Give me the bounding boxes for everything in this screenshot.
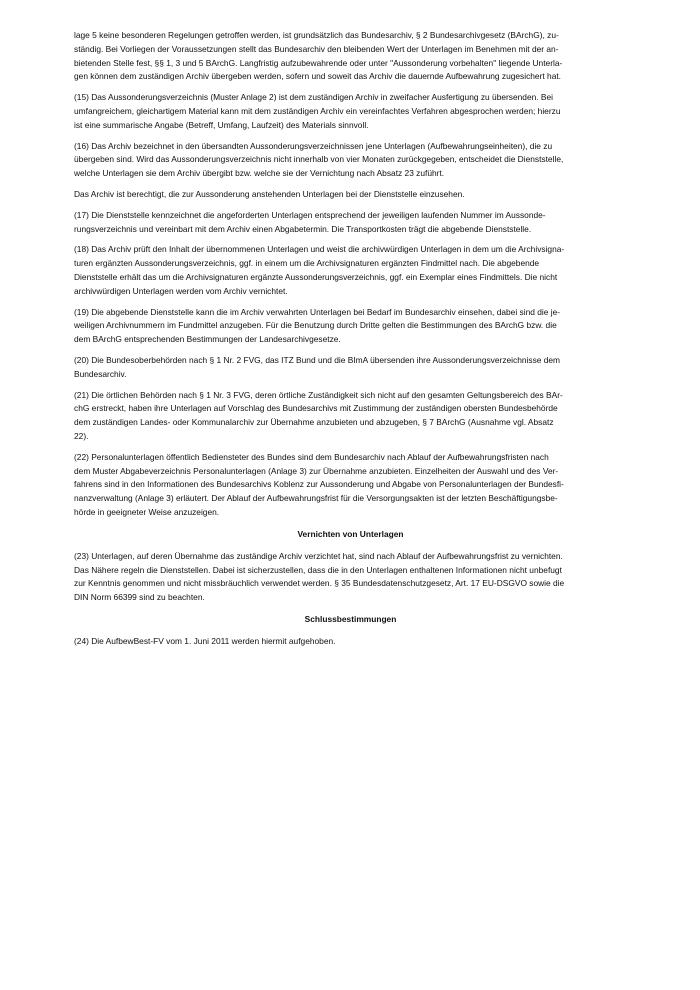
text-line: übergeben sind. Wird das Aussonderungsverzeichnis nicht innerhalb von vier Monaten zurückgegeben, entscheidet die Dienststelle,: [74, 154, 564, 165]
text-line: chG erstreckt, haben ihre Unterlagen auf Vorschlag des Bundesarchivs mit Zustimmung der zuständigen obersten Bundesbehörde: [74, 403, 558, 414]
text-line: Das Nähere regeln die Dienststellen. Dabei ist sicherzustellen, dass die in den Unterlagen enthaltenen Informationen nicht unbefugt: [74, 564, 562, 575]
text-line: lage 5 keine besonderen Regelungen getroffen werden, ist grundsätzlich das Bundesarchiv, § 2 Bundesarchivgesetz (BArchG), zu-: [74, 30, 559, 40]
text-line: bietenden Stelle fest, §§ 1, 3 und 5 BArchG. Langfristig aufzubewahrende oder unter "Aussonderung vorbehalten" liegende Unterla-: [74, 57, 563, 68]
text-line: hörde in geeigneter Weise anzuzeigen.: [74, 506, 220, 517]
text-line: zur Kenntnis genommen und nicht missbräuchlich verwendet werden. § 35 Bundesdatenschutzgesetz, Art. 17 EU-DSGVO sowie die: [74, 578, 565, 589]
text-line: ständig. Bei Vorliegen der Voraussetzungen stellt das Bundesarchiv den bleibenden Wert der Unterlagen im Benehmen mit der an-: [74, 43, 559, 54]
paragraph: [74, 389, 627, 444]
text-line: umfangreichem, gleichartigem Material kann mit dem zuständigen Archiv ein vereinfachtes Verfahren abgesprochen werden; hierzu: [74, 105, 561, 116]
text-line: dem BArchG entsprechenden Bestimmungen der Landesarchivgesetze.: [74, 334, 341, 345]
text-line: (15) Das Aussonderungsverzeichnis (Muster Anlage 2) ist dem zuständigen Archiv in zweifacher Ausfertigung zu übersenden. Bei: [74, 92, 554, 103]
text-line: fahrens sind in den Informationen des Bundesarchivs Koblenz zur Aussonderung und Abgabe von Personalunterlagen der Bundesfi-: [74, 479, 564, 490]
paragraph: [74, 550, 627, 605]
text-line: archivwürdigen Unterlagen werden vom Archiv vernichtet.: [74, 285, 288, 296]
paragraph: [74, 451, 627, 520]
text-line: turen ergänzten Aussonderungsverzeichnis, ggf. in einem um die Archivsignaturen ergänzten Findmittel nach. Die abgebende: [74, 258, 540, 269]
paragraph: [74, 243, 627, 298]
text-line: Dienststelle erhält das um die Archivsignaturen ergänzte Aussonderungsverzeichnis, ggf. ein Exemplar eines Findmittels. Die nicht: [74, 271, 558, 282]
heading-destroy-records: Vernichten von Unterlagen: [297, 528, 404, 539]
text-line: dem zuständigen Landes- oder Kommunalarchiv zur Übernahme anzubieten und abzugeben, § 7 BArchG (Ausnahme vgl. Absatz: [74, 417, 554, 428]
paragraph: [74, 91, 627, 132]
text-line: ist eine summarische Angabe (Betreff, Umfang, Laufzeit) des Materials sinnvoll.: [74, 119, 369, 130]
paragraph: [74, 354, 627, 382]
heading-final-provisions: Schlussbestimmungen: [304, 613, 397, 624]
text-line: (20) Die Bundesoberbehörden nach § 1 Nr. 2 FVG, das ITZ Bund und die BImA übersenden ihre Aussonderungsverzeichnisse dem: [74, 354, 561, 365]
section-archive-rules: [74, 29, 627, 520]
paragraph: [74, 188, 627, 202]
text-line: (17) Die Dienststelle kennzeichnet die angeforderten Unterlagen entsprechend der jeweiligen laufenden Nummer im Aussonde-: [74, 209, 546, 220]
text-line: Das Archiv ist berechtigt, die zur Aussonderung anstehenden Unterlagen bei der Dienststelle einzusehen.: [74, 188, 465, 199]
text-line: (16) Das Archiv bezeichnet in den übersandten Aussonderungsverzeichnissen jene Unterlagen (Aufbewahrungseinheiten), die zu: [74, 140, 553, 151]
text-line: (23) Unterlagen, auf deren Übernahme das zuständige Archiv verzichtet hat, sind nach Ablauf der Aufbewahrungsfrist zu vernichten.: [74, 550, 563, 561]
text-line: nanzverwaltung (Anlage 3) erläutert. Der Ablauf der Aufbewahrungsfrist für die Versorgungsakten ist der letzten Beschäftigungsbe-: [74, 493, 558, 504]
section-destroy-records: [74, 550, 627, 605]
text-line: (19) Die abgebende Dienststelle kann die im Archiv verwahrten Unterlagen bei Bedarf im Bundesarchiv einsehen, dabei sind die je-: [74, 306, 561, 317]
text-line: (22) Personalunterlagen öffentlich Bediensteter des Bundes sind dem Bundesarchiv nach Ablauf der Aufbewahrungsfristen nach: [74, 451, 549, 462]
paragraph: [74, 306, 627, 347]
text-line: 22).: [74, 430, 89, 441]
paragraph: [74, 140, 627, 181]
text-line: welche Unterlagen sie dem Archiv übergibt bzw. welche sie der Vernichtung nach Absatz 23 zuführt.: [74, 168, 445, 179]
text-line: weiligen Archivnummern im Fundmittel anzugeben. Für die Benutzung durch Dritte gelten die Bestimmungen des BArchG bzw. die: [74, 320, 557, 331]
document-page: [74, 29, 627, 656]
paragraph: [74, 635, 627, 649]
text-line: rungsverzeichnis und vereinbart mit dem Archiv einen Abgabetermin. Die Transportkosten trägt die abgebende Dienststelle.: [74, 223, 532, 234]
text-line: (24) Die AufbewBest-FV vom 1. Juni 2011 werden hiermit aufgehoben.: [74, 635, 336, 646]
text-line: (18) Das Archiv prüft den Inhalt der übernommenen Unterlagen und weist die archivwürdigen Unterlagen in dem um die Archivsigna-: [74, 244, 565, 255]
section-final-provisions: [74, 635, 627, 649]
text-line: DIN Norm 66399 sind zu beachten.: [74, 592, 205, 603]
text-line: gen können dem zuständigen Archiv übergeben werden, sofern und soweit das Archiv die dauernde Aufbewahrung zugesichert hat.: [74, 71, 562, 82]
paragraph: [74, 209, 627, 237]
paragraph: [74, 29, 627, 84]
text-line: Bundesarchiv.: [74, 368, 127, 379]
text-line: dem Muster Abgabeverzeichnis Personalunterlagen (Anlage 3) zur Übernahme anzubieten. Einzelheiten der Auswahl und des Ver-: [74, 465, 559, 476]
text-line: (21) Die örtlichen Behörden nach § 1 Nr. 3 FVG, deren örtliche Zuständigkeit sich nicht auf den gesamten Geltungsbereich des BAr-: [74, 389, 563, 400]
